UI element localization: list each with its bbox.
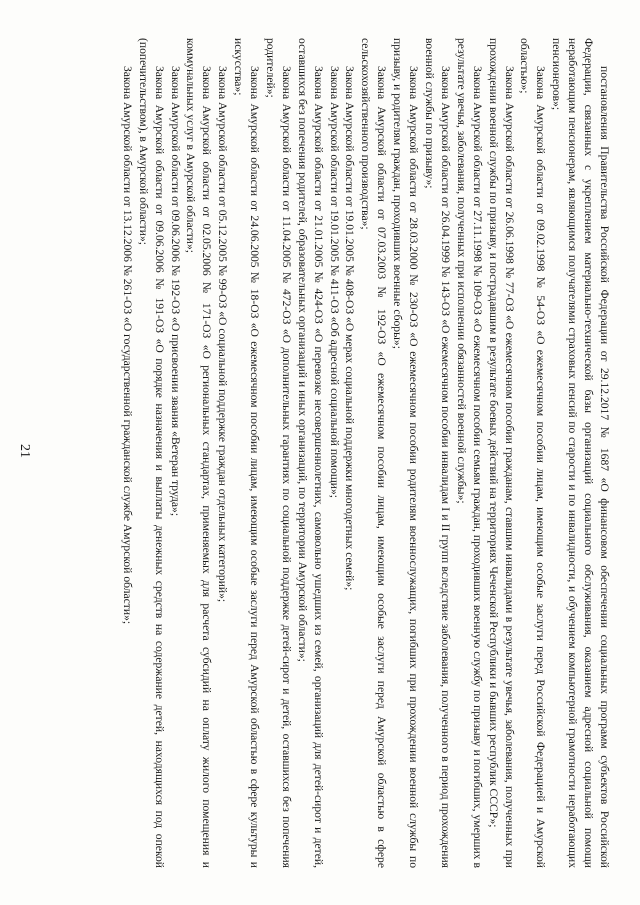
paragraph-16: Закона Амурской области от 09.06.2006 № 191-ОЗ «О порядке назначения и выплаты денежных средств на содержание детей, находящихся под опекой (попечительством), в Амурской области»; xyxy=(136,38,166,868)
paragraph-6: Закона Амурской области от 28.03.2000 № 230-ОЗ «О ежемесячном пособии родителям военнослужащих, погибших при прохождении военной службы по призыву, и родителям граждан, проходивших военные сборы»; xyxy=(391,38,421,868)
paragraph-8: Закона Амурской области от 19.01.2005 № 408-ОЗ «О мерах социальной поддержки многодетных семей»; xyxy=(343,66,357,591)
paragraph-14: Закона Амурской области от 02.05.2006 № 171-ОЗ «О региональных стандартах, применяемых для расчета субсидий на оплату жилого помещения и коммунальных услуг в Амурской области»; xyxy=(184,38,214,868)
paragraph-4: Закона Амурской области от 27.11.1998 № 109-ОЗ «О ежемесячном пособии семьям граждан, проходивших военную службу по призыву и погибших, умерших в результате увечья, заболевания, полученных при исполнении обязанностей военной службы»; xyxy=(454,38,484,868)
paragraph-7: Закона Амурской области от 07.03.2003 № 192-ОЗ «О ежемесячном пособии лицам, имеющим особые заслуги перед Амурской областью в сфере сельскохозяйственного производства»; xyxy=(359,38,389,868)
paragraph-2: Закона Амурской области от 09.02.1998 № 54-ОЗ «О ежемесячном пособии лицам, имеющим особые заслуги перед Российской Федерацией и Амурской областью»; xyxy=(518,38,548,868)
paragraph-10: Закона Амурской области от 21.01.2005 № 424-ОЗ «О перевозке несовершеннолетних, самовольно ушедших из семей, организаций для детей-сирот и детей, оставшихся без попечения родителей, образовательных организаций и иных организаций, по территории Амурской области»; xyxy=(295,38,325,868)
paragraph-1: постановления Правительства Российской Федерации от 29.12.2017 № 1687 «О финансовом обеспечении социальных программ субъектов Российской Федерации, связанных с укреплением материально-технической базы организаций социального обслуживания, оказанием адресной социальной помощи неработающим пенсионерам, являющимся получателями страховых пенсий по старости и по инвалидности, и обучением компьютерной грамотности неработающих пенсионеров»; xyxy=(550,38,611,868)
paragraph-5: Закона Амурской области от 26.04.1999 № 143-ОЗ «О ежемесячном пособии инвалидам I и II групп вследствие заболевания, полученного в период прохождения военной службы по призыву»; xyxy=(423,38,452,868)
paragraph-12: Закона Амурской области от 24.06.2005 № 18-ОЗ «О ежемесячном пособии лицам, имеющим особые заслуги перед Амурской областью в сфере культуры и искусства»; xyxy=(232,38,262,868)
paragraph-13: Закона Амурской области от 05.12.2005 № 99-ОЗ «О социальной поддержке граждан отдельных категорий»; xyxy=(216,66,230,603)
paragraph-3: Закона Амурской области от 26.06.1998 № 77-ОЗ «О ежемесячном пособии гражданам, ставшим инвалидами в результате увечья, заболевания, полученных при прохождении военной службы по призыву, и пострадавшим в результате боевых действий на территориях Чеченской Республики и бывших республик СССР»; xyxy=(486,38,516,868)
document-text-body xyxy=(119,38,612,868)
page-number: 21 xyxy=(17,444,32,458)
paragraph-15: Закона Амурской области от 09.06.2006 № 192-ОЗ «О присвоении звания «Ветеран труда»; xyxy=(168,66,182,517)
paragraph-11: Закона Амурской области от 11.04.2005 № 472-ОЗ «О дополнительных гарантиях по социальной поддержке детей-сирот и детей, оставшихся без попечения родителей»; xyxy=(263,38,293,868)
paragraph-17: Закона Амурской области от 13.12.2006 № 261-ОЗ «О государственной гражданской службе Амурской области»; xyxy=(120,66,134,625)
paragraph-9: Закона Амурской области от 19.01.2005 № 411-ОЗ «Об адресной социальной помощи»; xyxy=(327,66,341,498)
